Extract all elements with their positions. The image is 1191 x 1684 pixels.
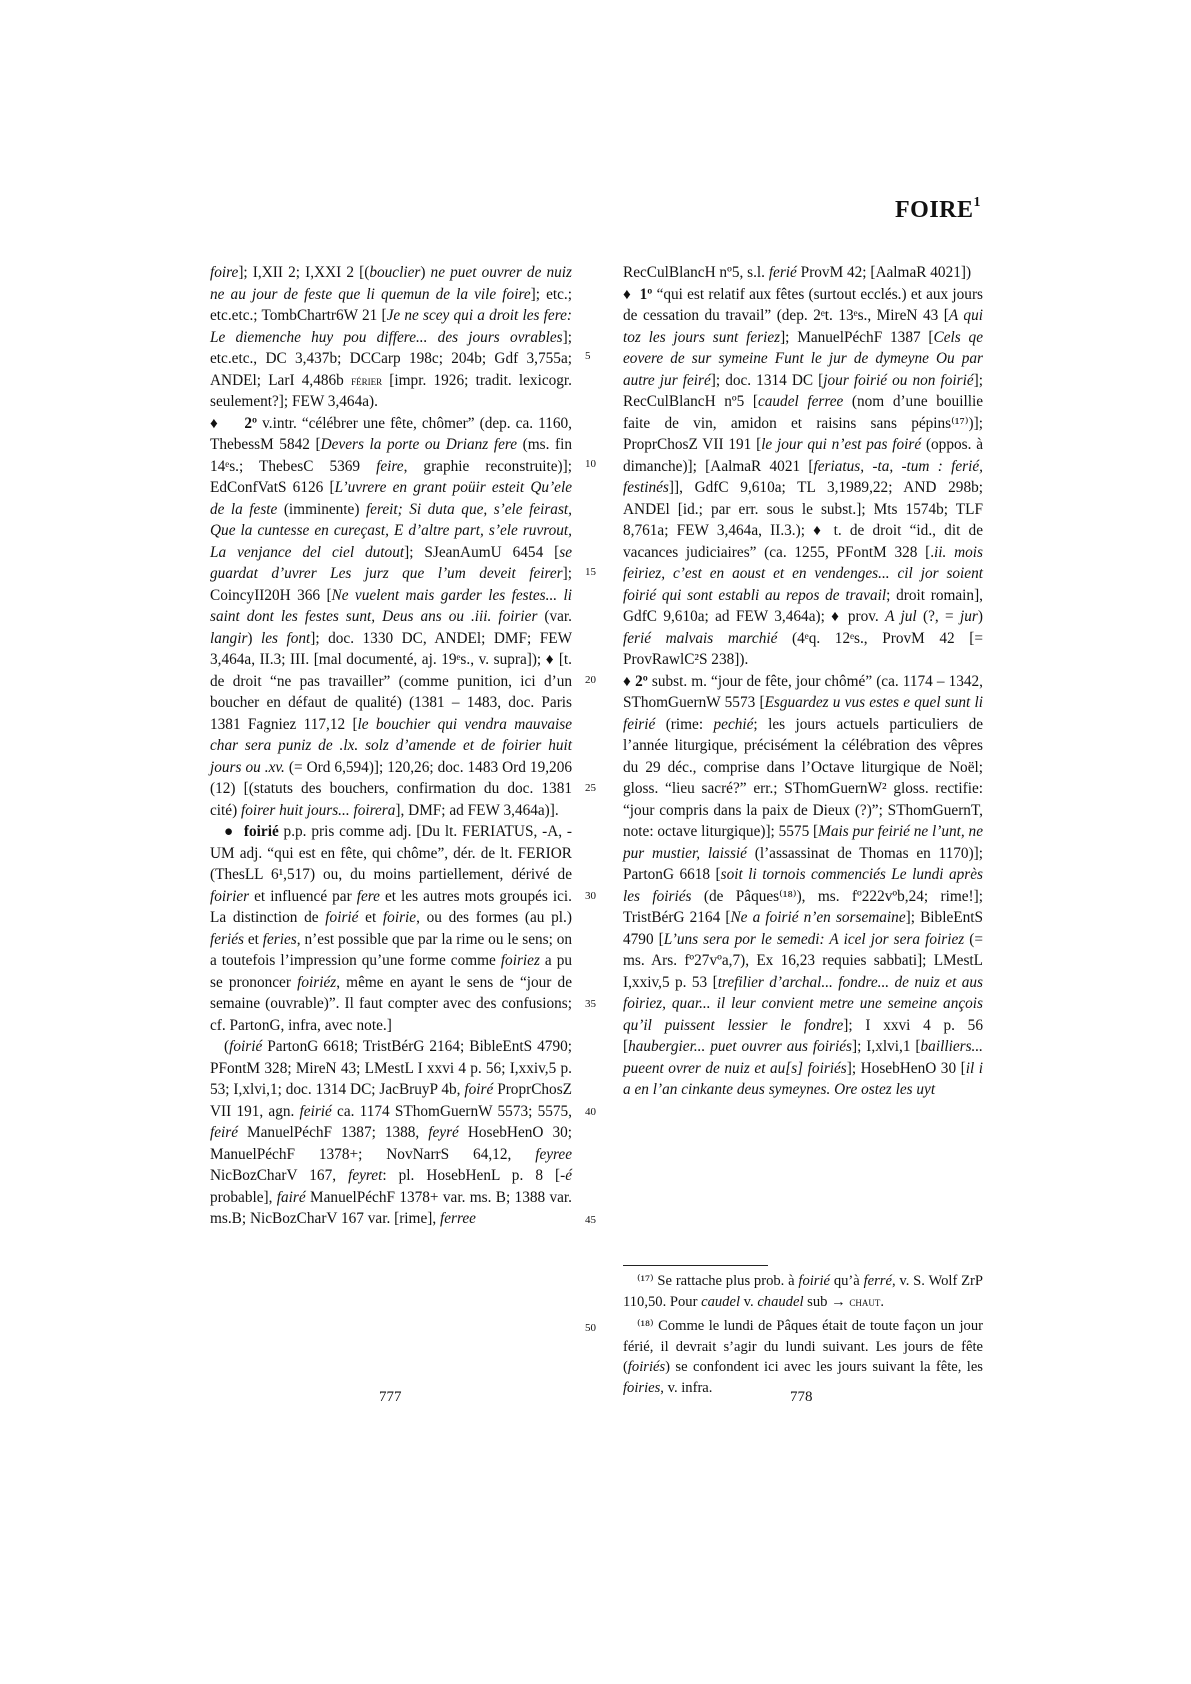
line-number: 10 bbox=[585, 458, 596, 470]
footnote-17: ⁽¹⁷⁾ Se rattache plus prob. à foirié qu’à ferré, v. S. Wolf ZrP 110,50. Pour caudel v. chaudel sub → chaut. bbox=[623, 1273, 983, 1310]
footnotes bbox=[623, 1271, 983, 1402]
line-number: 40 bbox=[585, 1106, 596, 1118]
left-paragraph-1: foire]; I,XII 2; I,XXI 2 [(bouclier) ne puet ouvrer de nuiz ne au jour de feste que li quemun de la vile foire]; etc.; etc.etc.; TombChartr6W 21 [Je ne scey qui a droit les fere: Le diemenche huy pou differe... des jours ovrables]; etc.etc., DC 3,437b; DCCarp 198c; 204b; Gdf 3,755a; ANDEl; LarI 4,486b férier [impr. 1926; tradit. lexicogr. seulement?]; FEW 3,464a). bbox=[210, 264, 572, 410]
page-number-left: 777 bbox=[379, 1389, 402, 1405]
line-number: 5 bbox=[585, 350, 591, 362]
right-column bbox=[623, 262, 983, 1101]
entry-headword: FOIRE$^1$ bbox=[894, 195, 981, 223]
footnote-separator bbox=[623, 1265, 768, 1266]
line-number: 50 bbox=[585, 1322, 596, 1334]
left-paragraph-2: ♦ 2º v.intr. “célébrer une fête, chômer” (dep. ca. 1160, ThebessM 5842 [Devers la porte ou Drianz fere (ms. fin 14ᵉs.; ThebesC 5369 feire, graphie reconstruite)]; EdConfVatS 6126 [L’uvrere en grant poüir esteit Qu’ele de la feste (imminente) fereit; Si duta que, s’ele feirast, Que la cuntesse en cureçast, E d’altre part, s’ele ruvrout, La venjance del ciel dutout]; SJeanAumU 6454 [se guardat d’uvrer Les jurz que l’um deveit feirer]; CoincyII20H 366 [Ne vuelent mais garder les festes... li saint dont les festes sunt, Deus ans ou .iii. foirier (var. langir) les font]; doc. 1330 DC, ANDEl; DMF; FEW 3,464a, II.3; III. [mal documenté, aj. 19ᵉs., v. supra]); ♦ [t. de droit “ne pas travailler” (comme punition, ici d’un boucher en défaut de qualité) (1381 – 1483, doc. Paris 1381 Fagniez 117,12 [le bouchier qui vendra mauvaise char sera puniz de .lx. solz d’amende et de foirier huit jours ou .xv. (= Ord 6,594)]; 120,26; doc. 1483 Ord 19,206 (12) [(statuts des bouchers, confirmation du doc. 1381 cité) foirer huit jours... foirera], DMF; ad FEW 3,464a)]. bbox=[210, 414, 573, 819]
right-paragraph-1: RecCulBlancH nº5, s.l. ferié ProvM 42; [AalmaR 4021]) bbox=[623, 264, 972, 281]
line-number: 30 bbox=[585, 890, 596, 902]
footnote-18: ⁽¹⁸⁾ Comme le lundi de Pâques était de toute façon un jour férié, il devrait s’agir du lundi suivant. Les jours de fête (foiriés) se confondent ici avec les jours suivant la fête, les foiries, v. infra. bbox=[623, 1318, 983, 1396]
line-number: 25 bbox=[585, 782, 596, 794]
line-number: 35 bbox=[585, 998, 596, 1010]
line-number: 20 bbox=[585, 674, 596, 686]
page-number-right: 778 bbox=[790, 1389, 813, 1405]
left-paragraph-3: ● foirié p.p. pris comme adj. [Du lt. FERIATUS, -A, -UM adj. “qui est en fête, qui chôme”, dér. de lt. FERIOR (ThesLL 6¹,517) ou, du moins partiellement, dérivé de foirier et influencé par fere et les autres mots groupés ici. La distinction de foirié et foirie, ou des formes (au pl.) feriés et feries, n’est possible que par la rime ou le sens; on a toutefois l’impression qu’une forme comme foiriez a pu se prononcer foiriéz, même en ayant le sens de “jour de semaine (ouvrable)”. Il faut compter avec des confusions; cf. PartonG, infra, avec note.] bbox=[210, 823, 572, 1034]
left-column bbox=[210, 262, 572, 1230]
left-paragraph-4: (foirié PartonG 6618; TristBérG 2164; BibleEntS 4790; PFontM 328; MireN 43; LMestL I xxvi 4 p. 56; I,xxiv,5 p. 53; I,xlvi,1; doc. 1314 DC; JacBruyP 4b, foiré ProprChosZ VII 191, agn. feirié ca. 1174 SThomGuernW 5573; 5575, feiré ManuelPéchF 1387; 1388, feyré HosebHenO 30; ManuelPéchF 1378+; NovNarrS 64,12, feyree NicBozCharV 167, feyret: pl. HosebHenL p. 8 [-é probable], fairé ManuelPéchF 1378+ var. ms. B; 1388 var. ms.B; NicBozCharV 167 var. [rime], ferree bbox=[210, 1038, 573, 1227]
line-number: 45 bbox=[585, 1214, 596, 1226]
line-number: 15 bbox=[585, 566, 596, 578]
right-paragraph-2: ♦ 1º “qui est relatif aux fêtes (surtout ecclés.) et aux jours de cessation du travail” (dep. 2ᵉt. 13ᵉs., MireN 43 [A qui toz les jours sunt feriez]; ManuelPéchF 1387 [Cels qe eovere de sur symeine Funt le jur de dymeyne Ou par autre jur feiré]; doc. 1314 DC [jour foirié ou non foirié]; RecCulBlancH nº5 [caudel ferree (nom d’une bouillie faite de vin, amidon et raisins sans pépins⁽¹⁷⁾)]; ProprChosZ VII 191 [le jour qui n’est pas foiré (oppos. à dimanche)]; [AalmaR 4021 [feriatus, -ta, -tum : ferié, festinés]], GdfC 9,610a; TL 3,1989,22; AND 298b; ANDEl [id.; par err. sous le subst.]; Mts 1574b; TLF 8,761a; FEW 3,464a, II.3.); ♦ t. de droit “id., dit de vacances judiciaires” (ca. 1255, PFontM 328 [.ii. mois feiriez, c’est en aoust et en vendenges... cil jor soient foirié qui sont establi au repos de travail; droit romain], GdfC 9,610a; ad FEW 3,464a); ♦ prov. A jul (?, = jur) ferié malvais marchié (4ᵉq. 12ᵉs., ProvM 42 [= ProvRawlC²S 238]). bbox=[623, 285, 984, 668]
right-paragraph-3: ♦ 2º subst. m. “jour de fête, jour chômé” (ca. 1174 – 1342, SThomGuernW 5573 [Esguardez u vus estes e quel sunt li feirié (rime: pechié; les jours actuels particuliers de l’année liturgique, précisément la célébration des vêpres du 29 déc., comprise dans l’Octave liturgique de Noël; gloss. “lieu sacré?” err.; SThomGuernW² gloss. rectifie: “jour compris dans la paix de Dieux (?)”; SThomGuernT, note: octave liturgique)]; 5575 [Mais pur feirié ne l’unt, ne pur mustier, laissié (l’assassinat de Thomas en 1170)]; PartonG 6618 [soit li tornois commenciés Le lundi après les foiriés (de Pâques⁽¹⁸⁾), ms. fº222vºb,24; rime!]; TristBérG 2164 [Ne a foirié n’en sorsemaine]; BibleEntS 4790 [L’uns sera por le semedi: A icel jor sera foiriez (= ms. Ars. fº27vºa,7), Ex 16,23 requies sabbati]; LMestL I,xxiv,5 p. 53 [trefilier d’archal... fondre... de nuiz et aus foiriez, quar... il leur convient metre une semeine ançois qu’il puissent lessier le fondre]; I xxvi 4 p. 56 [haubergier... puet ouvrer aus foiriés]; I,xlvi,1 [bailliers... pueent ovrer de nuiz et au[s] foiriés]; HosebHenO 30 [il i a en l’an cinkante deus symeynes. Ore ostez les uyt bbox=[623, 672, 984, 1098]
